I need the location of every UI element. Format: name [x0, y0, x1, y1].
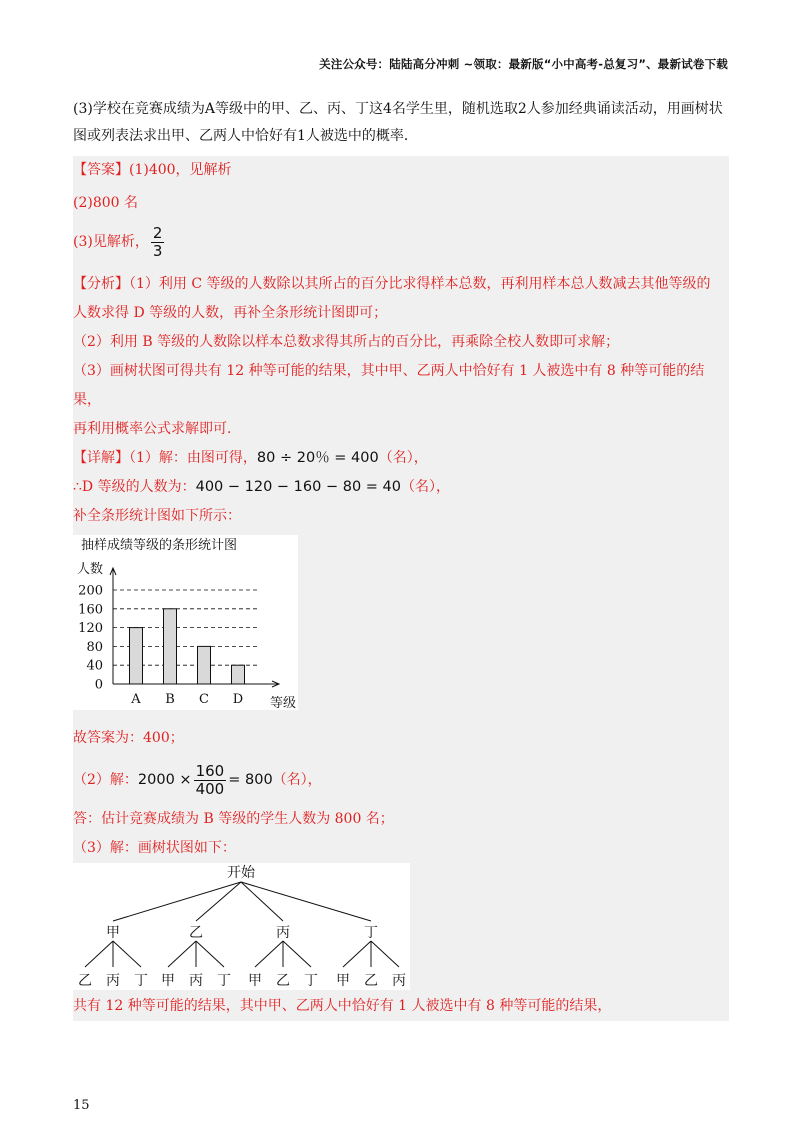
answer-line-3-text: (3)见解析， [73, 233, 149, 250]
analysis-line-2: 人数求得 D 等级的人数，再补全条形统计图即可； [73, 305, 388, 321]
x-tick-label: B [165, 692, 175, 707]
y-tick-label: 80 [86, 639, 103, 655]
y-tick-label: 0 [94, 677, 103, 693]
answer-line-1: 【答案】(1)400，见解析 [73, 162, 232, 178]
detail-math-5b: = 800 [228, 771, 273, 788]
detail-line-2-suffix: （名）， [401, 479, 450, 495]
bar-C [198, 646, 211, 684]
fraction-denominator: 3 [152, 241, 163, 260]
analysis-line-4: （3）画树状图可得共有 12 种等可能的结果，其中甲、乙两人中恰好有 1 人被选中有 8 种等可能的结果， [73, 363, 705, 408]
tree-node-l2: 丁 [304, 973, 318, 989]
detail-math-5a: 2000 × [137, 771, 192, 788]
x-tick-label: D [232, 692, 244, 707]
answer-line-3 [73, 220, 729, 264]
page-number: 15 [73, 1098, 90, 1113]
detail-fraction [194, 763, 227, 798]
tree-node-l2: 乙 [364, 973, 378, 989]
detail-math-1: 80 ÷ 20％ = 400 [256, 450, 379, 466]
page-header: 关注公众号：陆陆高分冲刺 ~领取：最新版“小中高考-总复习”、最新试卷下载 [319, 57, 728, 71]
tree-node-l2: 丙 [189, 973, 203, 989]
detail-line-1 [73, 444, 729, 473]
detail-line-1-suffix: （名）， [378, 450, 428, 466]
tree-root: 开始 [227, 865, 255, 881]
detail-line-7: （3）解：画树状图如下： [73, 840, 236, 856]
detail-line-4: 故答案为：400； [73, 730, 184, 746]
tree-diagram-figure [73, 863, 410, 990]
y-tick-label: 120 [78, 621, 103, 637]
detail-line-3: 补全条形统计图如下所示： [73, 508, 241, 524]
y-tick-label: 40 [86, 658, 103, 674]
bar-chart-figure [73, 535, 298, 710]
answer-fraction [151, 225, 165, 260]
answer-line-2: (2)800 名 [73, 195, 139, 211]
bar-B [164, 609, 177, 684]
tree-node-l2: 乙 [78, 973, 92, 989]
detail-line-1-prefix: 【详解】（1）解：由图可得， [73, 450, 257, 466]
detail-line-5-prefix: （2）解： [73, 771, 138, 788]
y-tick-label: 200 [78, 583, 103, 599]
tree-node-l1: 乙 [189, 925, 203, 941]
bar-D [232, 665, 245, 684]
tree-node-l2: 丁 [134, 973, 148, 989]
analysis-line-5: 再利用概率公式求解即可. [73, 421, 232, 437]
detail-fraction-numerator: 160 [195, 761, 225, 780]
y-tick-label: 160 [78, 602, 103, 618]
detail-fraction-denominator: 400 [195, 779, 225, 798]
detail-line-5-suffix: （名）， [272, 771, 322, 788]
bar-chart [73, 535, 298, 710]
tree-node-l2: 丙 [106, 973, 120, 989]
detail-math-2: 400 − 120 − 160 − 80 = 40 [195, 479, 401, 495]
tree-node-l2: 乙 [276, 973, 290, 989]
solution-block [73, 156, 729, 1021]
x-tick-label: A [131, 692, 141, 707]
chart-title: 抽样成绩等级的条形统计图 [81, 538, 238, 553]
tree-node-l2: 丙 [392, 973, 406, 989]
analysis-line-3: （2）利用 B 等级的人数除以样本总数求得其所占的百分比，再乘除全校人数即可求解； [73, 334, 620, 350]
tree-node-l1: 甲 [106, 925, 120, 941]
tree-node-l2: 甲 [248, 973, 262, 989]
tree-node-l1: 丁 [364, 925, 378, 941]
chart-ylabel: 人数 [77, 562, 104, 577]
detail-line-5 [73, 757, 729, 803]
detail-line-6: 答：估计竞赛成绩为 B 等级的学生人数为 800 名； [73, 811, 394, 827]
tree-node-l2: 甲 [336, 973, 350, 989]
bar-A [130, 628, 143, 684]
detail-line-2-prefix: ∴D 等级的人数为： [73, 479, 196, 495]
page-content [73, 96, 729, 1021]
fraction-numerator: 2 [152, 223, 163, 242]
analysis-line-1: 【分析】（1）利用 C 等级的人数除以其所占的百分比求得样本总数，再利用样本总人数减去其他等级的 [73, 276, 711, 292]
x-tick-label: C [199, 692, 209, 707]
detail-line-8: 共有 12 种等可能的结果，其中甲、乙两人中恰好有 1 人被选中有 8 种等可能的结果， [73, 998, 612, 1014]
chart-xlabel: 等级 [269, 696, 296, 710]
tree-node-l2: 丁 [217, 973, 231, 989]
question-text: (3)学校在竞赛成绩为A等级中的甲、乙、丙、丁这4名学生里，随机选取2人参加经典诵读活动，用画树状图或列表法求出甲、乙两人中恰好有1人被选中的概率． [73, 101, 723, 144]
tree-node-l2: 甲 [161, 973, 175, 989]
detail-line-2 [73, 473, 729, 502]
tree-diagram [73, 863, 410, 990]
tree-node-l1: 丙 [276, 925, 290, 941]
